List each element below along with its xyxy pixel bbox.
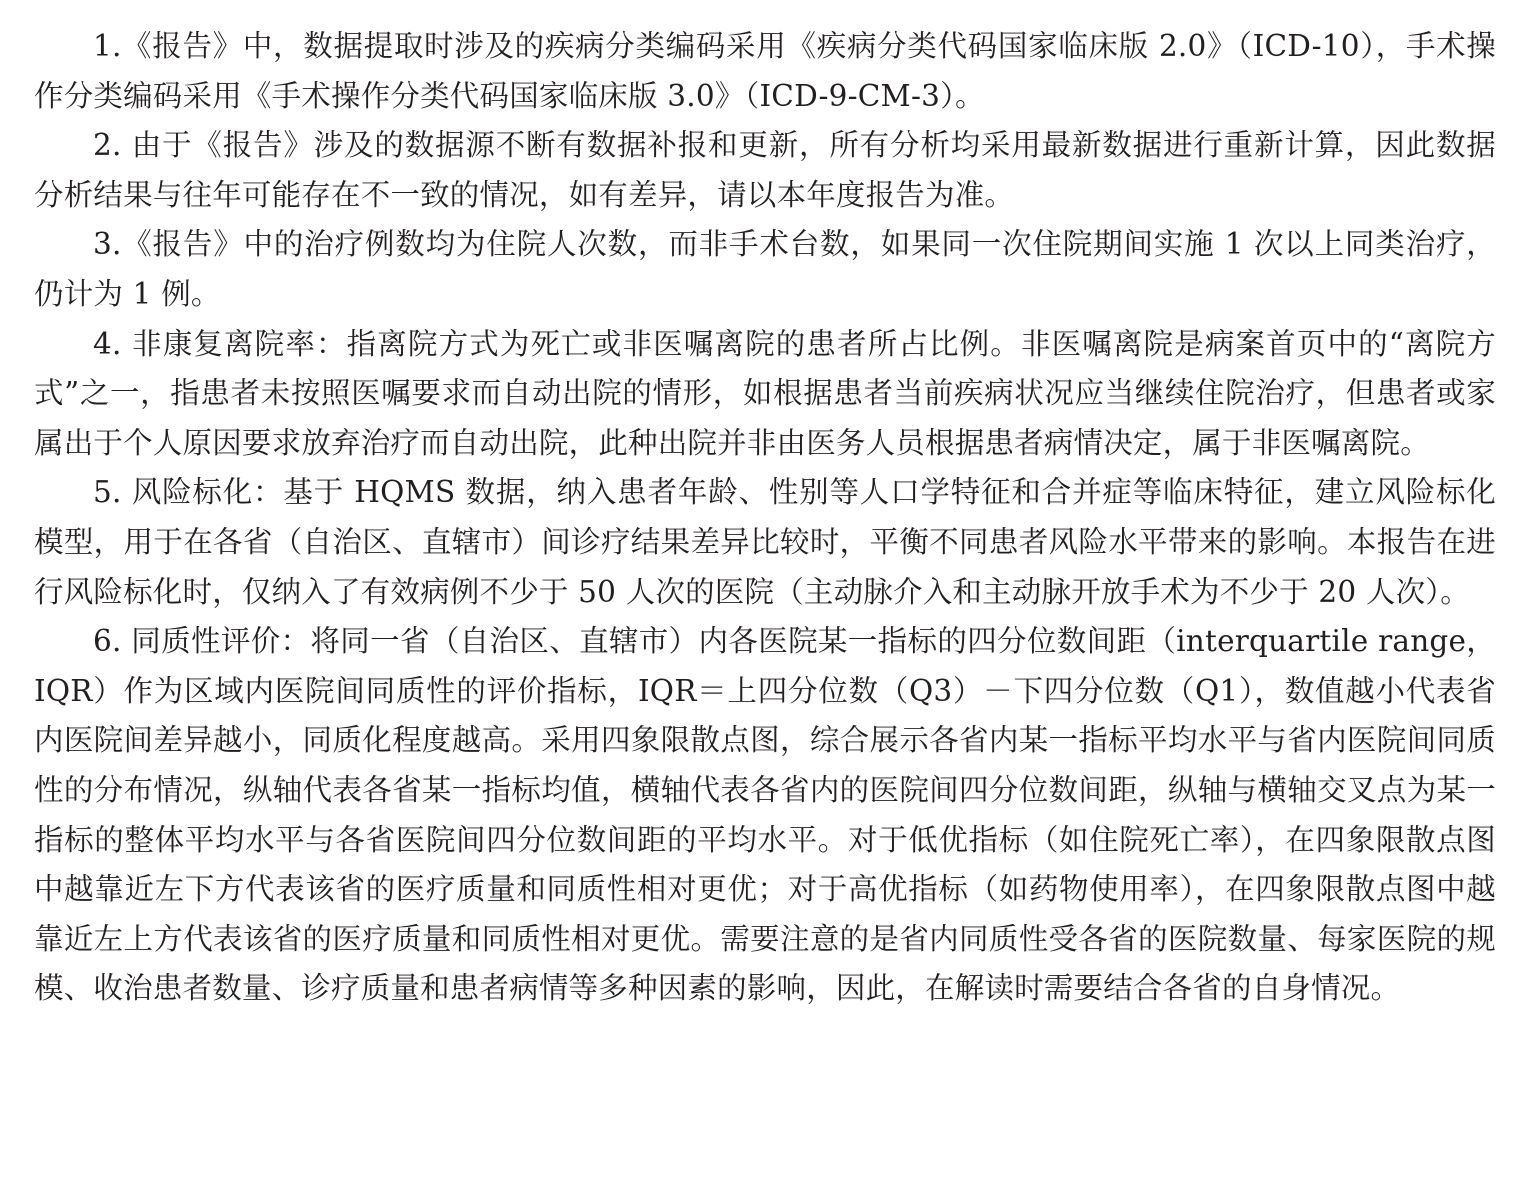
paragraph-2-data-updates: 2. 由于《报告》涉及的数据源不断有数据补报和更新，所有分析均采用最新数据进行重新计算，因此数据分析结果与往年可能存在不一致的情况，如有差异，请以本年度报告为准。 [34, 128, 1496, 212]
paragraph-1-icd-coding: 1.《报告》中，数据提取时涉及的疾病分类编码采用《疾病分类代码国家临床版 2.0》（ICD-10），手术操作分类编码采用《手术操作分类代码国家临床版 3.0》（ICD-9-CM-3）。 [34, 29, 1496, 113]
paragraph-3-treatment-counts: 3.《报告》中的治疗例数均为住院人次数，而非手术台数，如果同一次住院期间实施 1 次以上同类治疗，仍计为 1 例。 [34, 227, 1496, 311]
paragraph-5-risk-standardization: 5. 风险标化：基于 HQMS 数据，纳入患者年龄、性别等人口学特征和合并症等临床特征，建立风险标化模型，用于在各省（自治区、直辖市）间诊疗结果差异比较时，平衡不同患者风险水平带来的影响。本报告在进行风险标化时，仅纳入了有效病例不少于 50 人次的医院（主动脉介入和主动脉开放手术为不少于 20 人次）。 [34, 475, 1496, 609]
paragraph-6-homogeneity-evaluation: 6. 同质性评价：将同一省（自治区、直辖市）内各医院某一指标的四分位数间距（interquartile range，IQR）作为区域内医院间同质性的评价指标，IQR＝上四分位数（Q3）－下四分位数（Q1），数值越小代表省内医院间差异越小，同质化程度越高。采用四象限散点图，综合展示各省内某一指标平均水平与省内医院间同质性的分布情况，纵轴代表各省某一指标均值，横轴代表各省内的医院间四分位数间距，纵轴与横轴交叉点为某一指标的整体平均水平与各省医院间四分位数间距的平均水平。对于低优指标（如住院死亡率），在四象限散点图中越靠近左下方代表该省的医疗质量和同质性相对更优；对于高优指标（如药物使用率），在四象限散点图中越靠近左上方代表该省的医疗质量和同质性相对更优。需要注意的是省内同质性受各省的医院数量、每家医院的规模、收治患者数量、诊疗质量和患者病情等多种因素的影响，因此，在解读时需要结合各省的自身情况。 [34, 624, 1497, 1006]
paragraph-4-non-recovery-discharge: 4. 非康复离院率：指离院方式为死亡或非医嘱离院的患者所占比例。非医嘱离院是病案首页中的“离院方式”之一，指患者未按照医嘱要求而自动出院的情形，如根据患者当前疾病状况应当继续住院治疗，但患者或家属出于个人原因要求放弃治疗而自动出院，此种出院并非由医务人员根据患者病情决定，属于非医嘱离院。 [34, 326, 1496, 460]
